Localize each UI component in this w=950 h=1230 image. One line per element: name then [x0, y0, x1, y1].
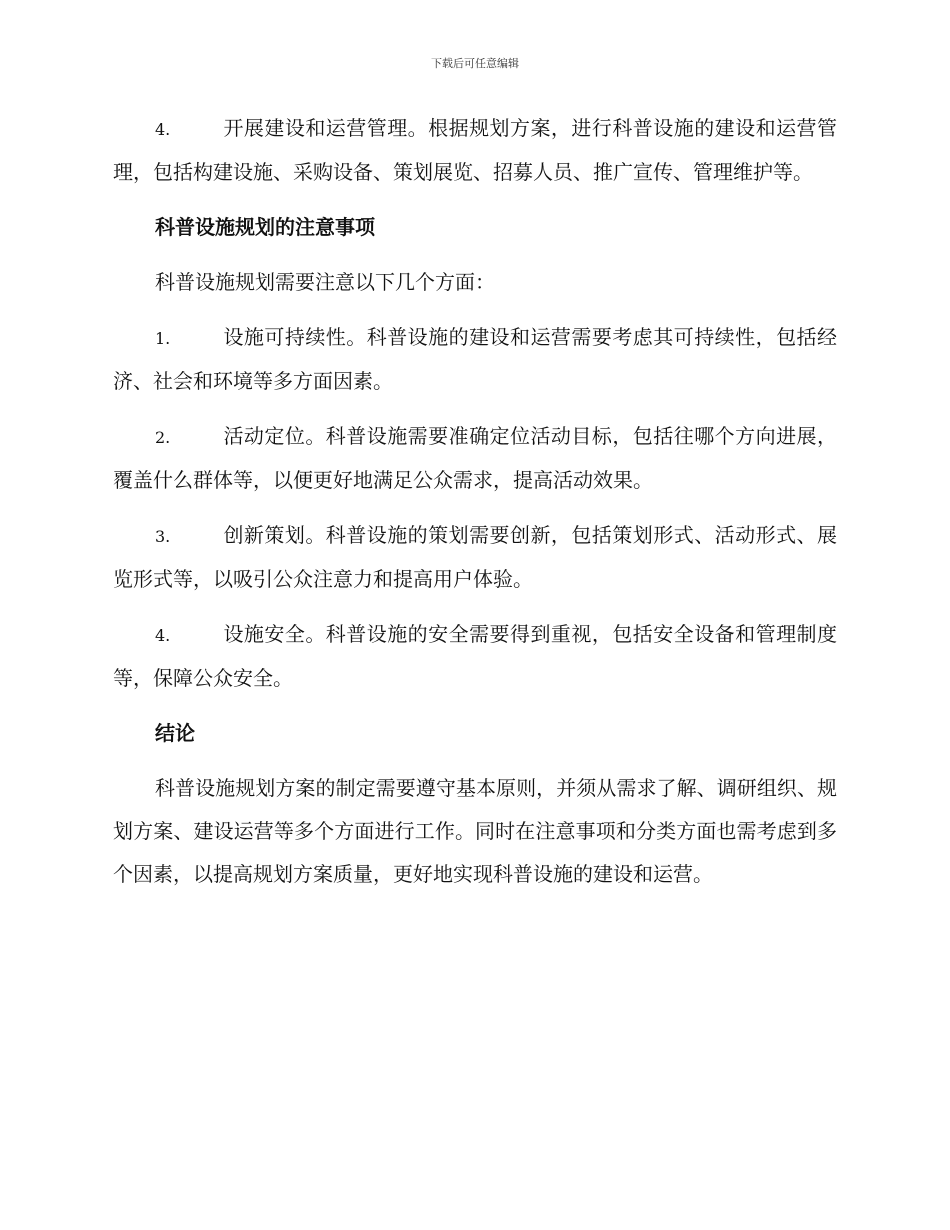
list-number: 1. [155, 329, 171, 348]
list-text: 开展建设和运营管理。根据规划方案，进行科普设施的建设和运营管理，包括构建设施、采购设备、策划展览、招募人员、推广宣传、管理维护等。 [113, 116, 837, 184]
list-number: 2. [155, 428, 171, 447]
list-number: 4. [155, 120, 171, 139]
list-item [113, 514, 837, 601]
list-text: 活动定位。科普设施需要准确定位活动目标，包括往哪个方向进展，覆盖什么群体等，以便更好地满足公众需求，提高活动效果。 [113, 424, 837, 492]
document-body [113, 107, 837, 908]
list-text: 设施安全。科普设施的安全需要得到重视，包括安全设备和管理制度等，保障公众安全。 [113, 622, 837, 690]
list-item [113, 415, 837, 502]
paragraph: 科普设施规划需要注意以下几个方面： [155, 270, 495, 294]
list-number: 4. [155, 626, 171, 645]
list-item [113, 107, 837, 194]
section-heading: 结论 [155, 721, 195, 745]
list-number: 3. [155, 527, 171, 546]
page-header: 下载后可任意编辑 [431, 57, 519, 70]
list-item [113, 613, 837, 700]
paragraph: 科普设施规划方案的制定需要遵守基本原则，并须从需求了解、调研组织、规划方案、建设运营等多个方面进行工作。同时在注意事项和分类方面也需考虑到多个因素，以提高规划方案质量，更好地实现科普设施的建设和运营。 [113, 776, 837, 886]
list-text: 设施可持续性。科普设施的建设和运营需要考虑其可持续性，包括经济、社会和环境等多方面因素。 [113, 325, 837, 393]
section-heading: 科普设施规划的注意事项 [155, 215, 375, 239]
list-item [113, 316, 837, 403]
list-text: 创新策划。科普设施的策划需要创新，包括策划形式、活动形式、展览形式等，以吸引公众注意力和提高用户体验。 [113, 523, 837, 591]
